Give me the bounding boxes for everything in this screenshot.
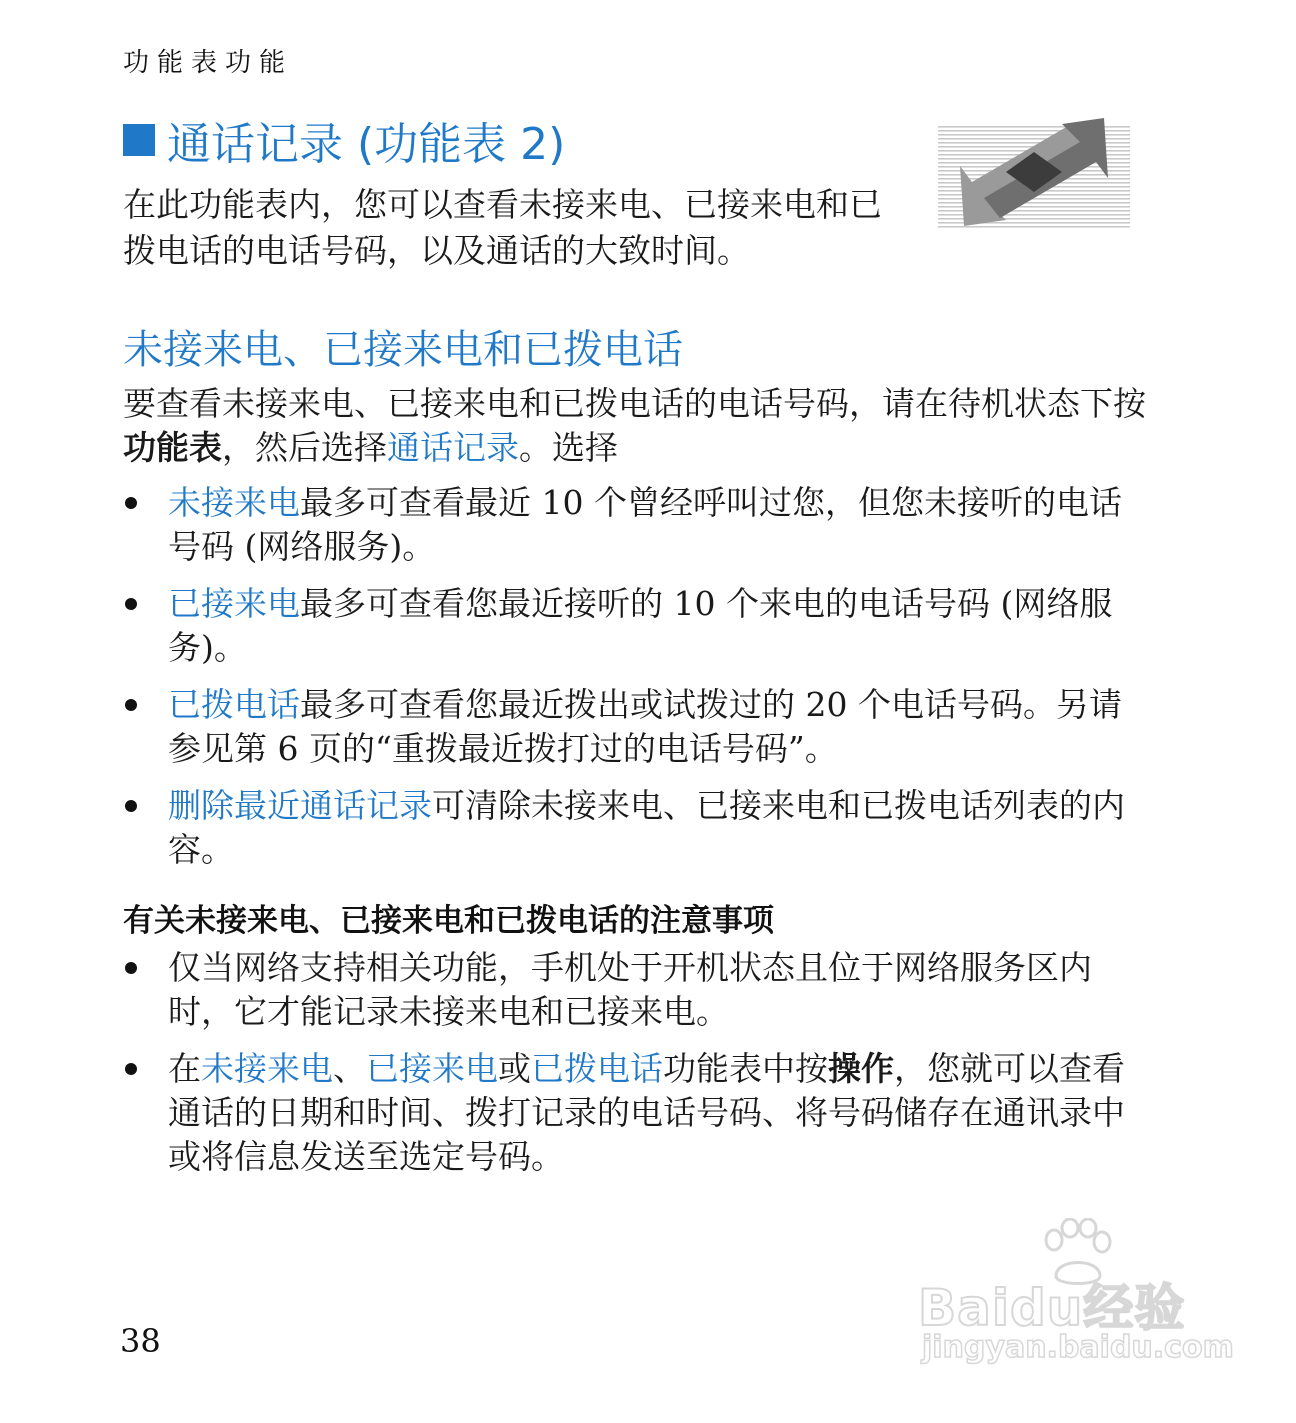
- section-title-text: 通话记录 (功能表 2): [167, 119, 566, 170]
- option-term: 已接来电: [366, 1049, 498, 1088]
- option-term: 已接来电: [168, 584, 300, 623]
- list-item: [123, 946, 1153, 1034]
- bullet-icon: [125, 497, 137, 509]
- watermark-url: jingyan.baidu.com: [922, 1330, 1234, 1365]
- call-log-menu-link: 通话记录: [387, 428, 519, 467]
- option-description: 可清除未接来电、已接来电和已拨电话列表的内容。: [168, 786, 1125, 869]
- list-item: [123, 481, 1153, 569]
- note-text: ，您就可以查看通话的日期和时间、拨打记录的电话号码、将号码储存在通讯录中或将信息发送至选定号码。: [168, 1049, 1125, 1176]
- bullet-icon: [125, 962, 137, 974]
- option-term: 已拨电话: [531, 1049, 663, 1088]
- note-text: 在: [168, 1049, 201, 1088]
- options-key-label: 操作: [828, 1049, 894, 1088]
- list-item: [123, 1047, 1153, 1179]
- notes-list: [123, 946, 1153, 1179]
- page-number: 38: [120, 1322, 161, 1360]
- bullet-icon: [125, 598, 137, 610]
- bullet-icon: [125, 699, 137, 711]
- option-description: 最多可查看最近 10 个曾经呼叫过您，但您未接听的电话号码 (网络服务)。: [168, 483, 1122, 566]
- note-text: 功能表中按: [663, 1049, 828, 1088]
- option-term: 未接来电: [168, 483, 300, 522]
- para-text: 。选择: [519, 428, 618, 467]
- option-term: 未接来电: [201, 1049, 333, 1088]
- option-term: 删除最近通话记录: [168, 786, 432, 825]
- watermark: [918, 1218, 1234, 1378]
- option-description: 最多可查看您最近拨出或试拨过的 20 个电话号码。另请参见第 6 页的“重拨最近拨打过的电话号码”。: [168, 685, 1122, 768]
- notes-title: 有关未接来电、已接来电和已拨电话的注意事项: [123, 903, 774, 939]
- list-item: [123, 582, 1153, 670]
- square-bullet-icon: [123, 124, 155, 156]
- running-head: 功能表功能: [123, 48, 294, 78]
- section-title: [123, 108, 565, 172]
- subsection-title: 未接来电、已接来电和已拨电话: [123, 327, 683, 373]
- option-term: 已拨电话: [168, 685, 300, 724]
- watermark-brand: Baidu经验: [918, 1279, 1186, 1337]
- note-text: 仅当网络支持相关功能，手机处于开机状态且位于网络服务区内时，它才能记录未接来电和已接来电。: [168, 948, 1092, 1031]
- subsection-paragraph: [123, 382, 1153, 470]
- bullet-icon: [125, 1063, 137, 1075]
- menu-key-label: 功能表: [123, 428, 222, 467]
- option-list: [123, 481, 1153, 872]
- section-intro: 在此功能表内，您可以查看未接来电、已接来电和已拨电话的电话号码，以及通话的大致时间。: [123, 185, 882, 270]
- list-item: [123, 784, 1153, 872]
- para-text: 要查看未接来电、已接来电和已拨电话的电话号码，请在待机状态下按: [123, 384, 1146, 423]
- para-text: ，然后选择: [222, 428, 387, 467]
- call-log-arrows-icon: [938, 118, 1130, 230]
- option-description: 最多可查看您最近接听的 10 个来电的电话号码 (网络服务)。: [168, 584, 1113, 667]
- bullet-icon: [125, 800, 137, 812]
- note-text: 、: [333, 1049, 366, 1088]
- list-item: [123, 683, 1153, 771]
- note-text: 或: [498, 1049, 531, 1088]
